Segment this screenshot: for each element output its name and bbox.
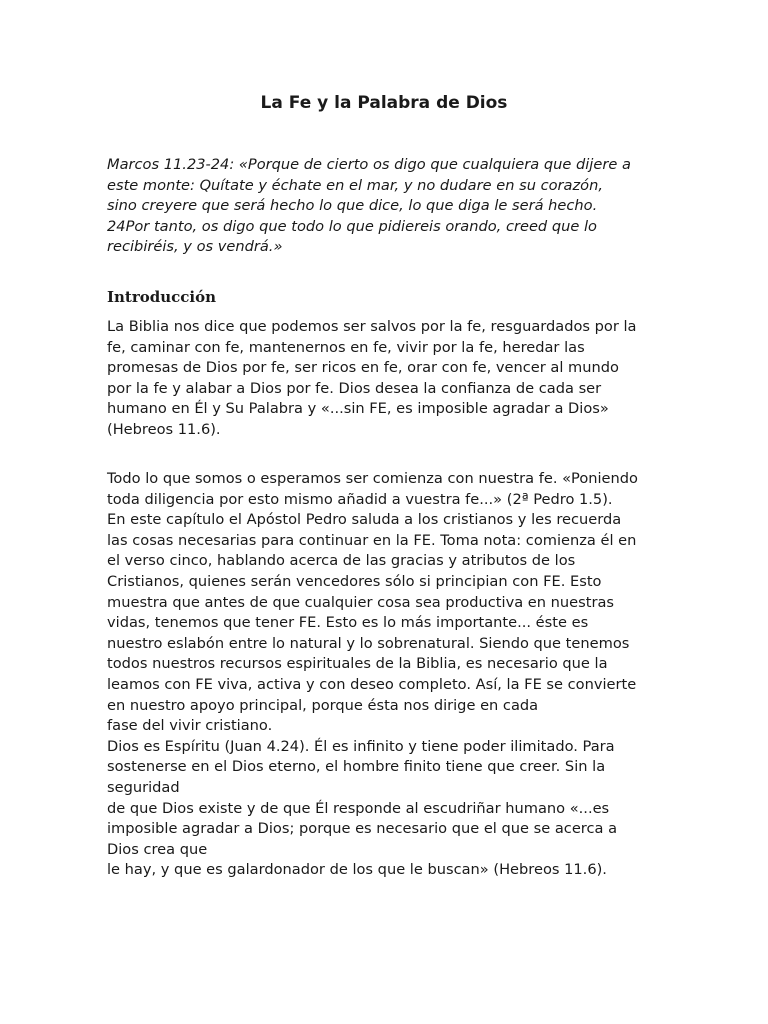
paragraph-line: humano en Él y Su Palabra y «...sin FE, es imposible agradar a Dios»	[107, 400, 609, 418]
paragraph-line: La Biblia nos dice que podemos ser salvos por la fe, resguardados por la	[107, 318, 637, 335]
verse-line: recibiréis, y os vendrá.»	[107, 238, 283, 256]
paragraph-line: muestra que antes de que cualquier cosa sea productiva en nuestras	[107, 593, 615, 611]
paragraph-line: seguridad	[107, 778, 180, 796]
scripture-quote	[107, 155, 661, 258]
paragraph-line: sostenerse en el Dios eterno, el hombre finito tiene que creer. Sin la	[107, 758, 606, 776]
paragraph-line: en nuestro apoyo principal, porque ésta nos dirige en cada	[107, 696, 539, 714]
paragraph-line: el verso cinco, hablando acerca de las gracias y atributos de los	[107, 552, 576, 570]
paragraph-line: fase del vivir cristiano.	[107, 717, 273, 735]
paragraph-line: Dios es Espíritu (Juan 4.24). Él es infinito y tiene poder ilimitado. Para	[107, 737, 615, 755]
paragraph-line: En este capítulo el Apóstol Pedro saluda a los cristianos y les recuerda	[107, 511, 622, 529]
paragraph-line: todos nuestros recursos espirituales de la Biblia, es necesario que la	[107, 655, 608, 673]
paragraph-line: las cosas necesarias para continuar en la FE. Toma nota: comienza él en	[107, 531, 637, 549]
verse-line: sino creyere que será hecho lo que dice, lo que diga le será hecho.	[107, 197, 598, 215]
paragraph-line: toda diligencia por esto mismo añadid a vuestra fe...» (2ª Pedro 1.5).	[107, 490, 613, 508]
paragraph-line: vidas, tenemos que tener FE. Esto es lo más importante... éste es	[107, 614, 589, 632]
paragraph-line: le hay, y que es galardonador de los que le buscan» (Hebreos 11.6).	[107, 861, 607, 879]
paragraph-line: Cristianos, quienes serán vencedores sólo si principian con FE. Esto	[107, 572, 602, 590]
paragraph-line: promesas de Dios por fe, ser ricos en fe, orar con fe, vencer al mundo	[107, 359, 619, 377]
paragraph-line: imposible agradar a Dios; porque es necesario que el que se acerca a	[107, 820, 618, 838]
paragraph-line: Todo lo que somos o esperamos ser comienza con nuestra fe. «Poniendo	[107, 470, 638, 487]
paragraph-line: (Hebreos 11.6).	[107, 420, 221, 438]
section-heading-introduction: Introducción	[107, 288, 217, 306]
document-title: La Fe y la Palabra de Dios	[260, 93, 508, 113]
verse-line: Marcos 11.23-24: «Porque de cierto os digo que cualquiera que dijere a	[107, 156, 631, 173]
verse-line: este monte: Quítate y échate en el mar, y no dudare en su corazón,	[107, 176, 603, 194]
paragraph-line: fe, caminar con fe, mantenernos en fe, vivir por la fe, heredar las	[107, 338, 585, 356]
paragraph-line: de que Dios existe y de que Él responde al escudriñar humano «...es	[107, 799, 610, 817]
body-paragraph	[107, 469, 661, 881]
paragraph-line: nuestro eslabón entre lo natural y lo sobrenatural. Siendo que tenemos	[107, 634, 630, 652]
paragraph-line: leamos con FE viva, activa y con deseo completo. Así, la FE se convierte	[107, 675, 637, 693]
paragraph-line: por la fe y alabar a Dios por fe. Dios desea la confianza de cada ser	[107, 379, 602, 397]
intro-paragraph	[107, 317, 661, 441]
paragraph-line: Dios crea que	[107, 840, 208, 858]
verse-line: 24Por tanto, os digo que todo lo que pidiereis orando, creed que lo	[107, 217, 597, 235]
